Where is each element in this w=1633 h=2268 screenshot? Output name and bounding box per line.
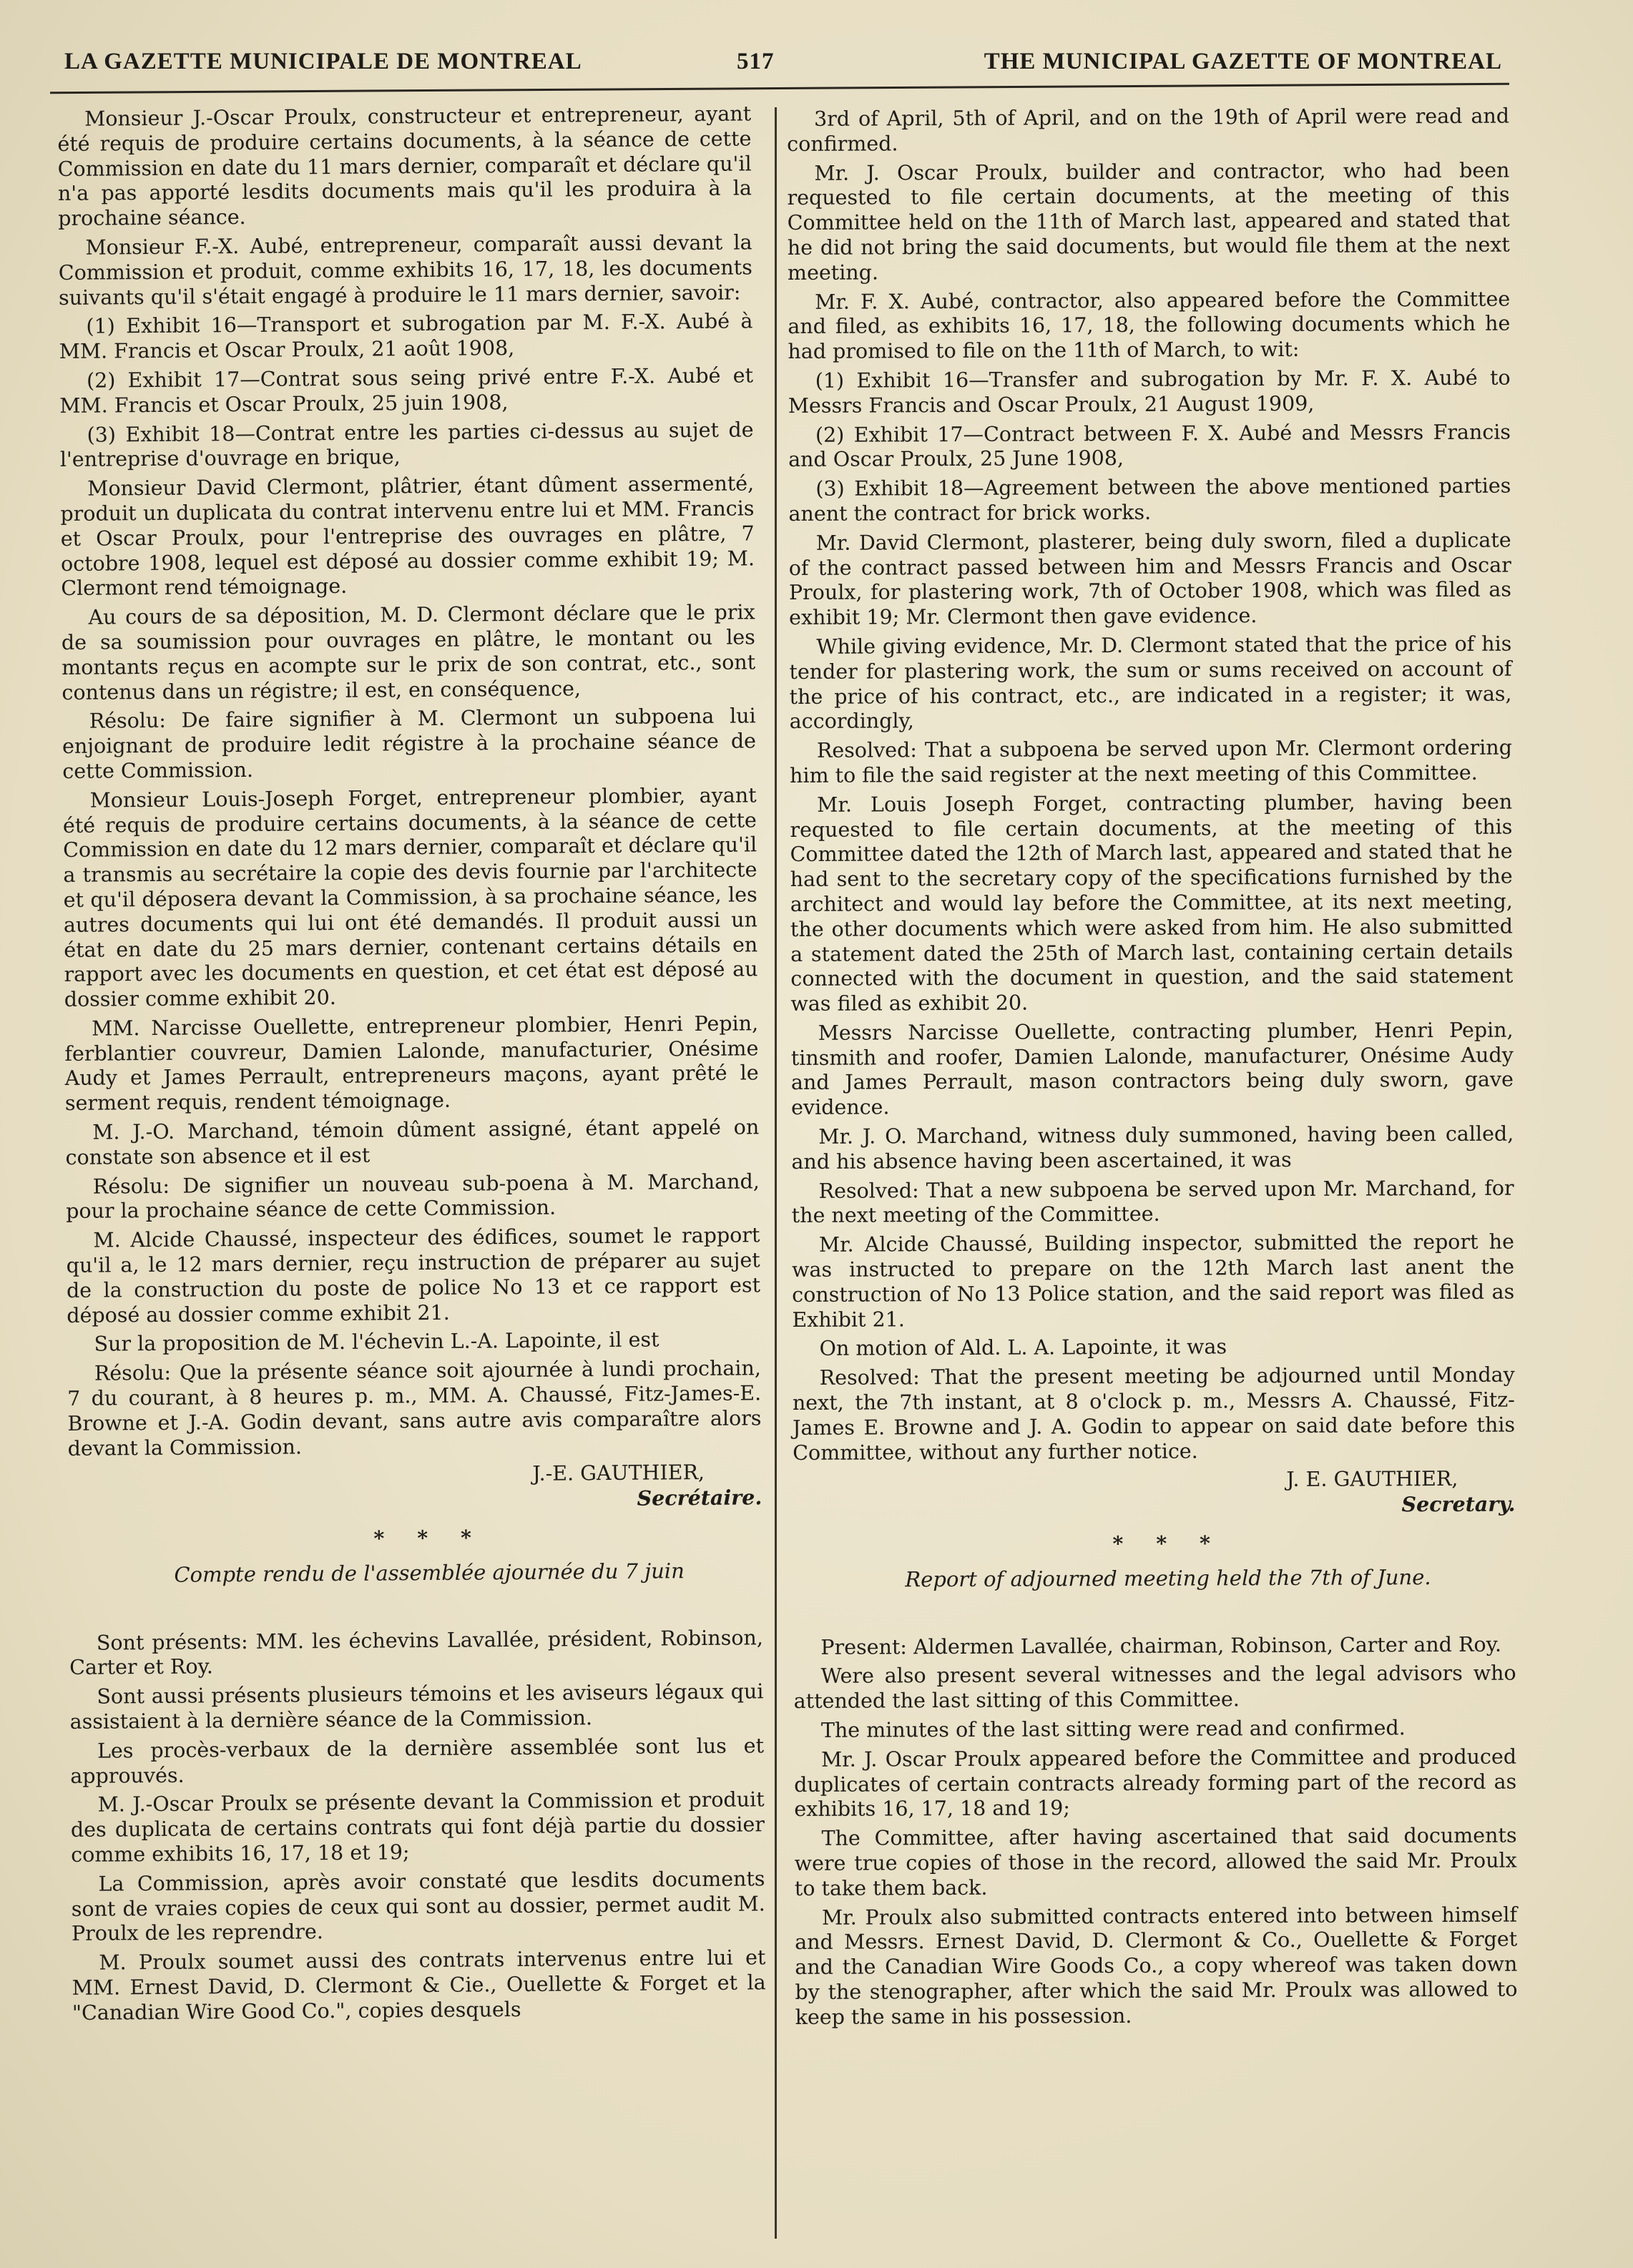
paragraph: Résolu: De signifier un nouveau sub-poena à M. Marchand, pour la prochaine séance de cette Commission. bbox=[65, 1169, 760, 1224]
paragraph: Mr. J. O. Marchand, witness duly summoned, having been called, and his absence having been ascertained, it was bbox=[791, 1121, 1514, 1174]
header-english-title: THE MUNICIPAL GAZETTE OF MONTREAL bbox=[984, 49, 1502, 74]
paragraph: Resolved: That a subpoena be served upon Mr. Clermont ordering him to file the said register at the next meeting of this Committee. bbox=[790, 735, 1512, 787]
paragraph: Monsieur David Clermont, plâtrier, étant dûment assermenté, produit un duplicata du contrat intervenu entre lui et MM. Francis et Oscar Proulx, pour l'entreprise des ouvrages en plâtre, 7 octobre 1908, lequel est déposé au dossier comme exhibit 19; M. Clermont rend témoignage. bbox=[60, 471, 755, 601]
section-separator: * * * bbox=[373, 1525, 485, 1551]
paragraph: On motion of Ald. L. A. Lapointe, it was bbox=[819, 1335, 1227, 1361]
section-subheading: Report of adjourned meeting held the 7th of June. bbox=[905, 1564, 1431, 1592]
french-column bbox=[57, 102, 766, 2030]
paragraph: Mr. Louis Joseph Forget, contracting plumber, having been requested to file certain documents, at the meeting of this Committee dated the 12th of March last, appeared and stated that he had sent to the secretary copy of the specifications furnished by the architect and would lay before the Committee, at its next meeting, the other documents which were asked from him. He also submitted a statement dated the 25th of March last, containing certain details connected with the document in question, and the said statement was filed as exhibit 20. bbox=[790, 790, 1514, 1016]
paragraph: (2) Exhibit 17—Contract between F. X. Aubé and Messrs Francis and Oscar Proulx, 25 June 1908, bbox=[788, 420, 1511, 472]
english-column bbox=[787, 104, 1518, 2035]
paragraph: Monsieur J.-Oscar Proulx, constructeur et entrepreneur, ayant été requis de produire certains documents, à la séance de cette Commission en date du 11 mars dernier, comparaît et déclare qu'il n'a pas apporté lesdits documents mais qu'il les produira à la prochaine séance. bbox=[57, 102, 752, 231]
paragraph: (3) Exhibit 18—Contrat entre les parties ci-dessus au sujet de l'entreprise d'ouvrage en brique, bbox=[59, 417, 754, 472]
paragraph: The Committee, after having ascertained that said documents were true copies of those in the record, allowed the said Mr. Proulx to take them back. bbox=[794, 1823, 1517, 1900]
paragraph: (1) Exhibit 16—Transport et subrogation par M. F.-X. Aubé à MM. Francis et Oscar Proulx, 21 août 1908, bbox=[59, 309, 753, 364]
paragraph: Monsieur Louis-Joseph Forget, entrepreneur plombier, ayant été requis de produire certains documents, à la séance de cette Commission en date du 12 mars dernier, comparaît et déclare qu'il a transmis au secrétaire la copie des devis fournie par l'architecte et qu'il déposera devant la Commission, à sa prochaine séance, les autres documents qui lui ont été demandés. Il produit aussi un état en date du 25 mars dernier, contenant certains détails en rapport avec les documents en question, et cet état est déposé au dossier comme exhibit 20. bbox=[62, 783, 758, 1012]
paragraph: The minutes of the last sitting were read and confirmed. bbox=[820, 1716, 1406, 1742]
paragraph: 3rd of April, 5th of April, and on the 19th of April were read and confirmed. bbox=[787, 104, 1510, 156]
paragraph: La Commission, après avoir constaté que lesdits documents sont de vraies copies de ceux qui sont au dossier, permet audit M. Proulx de les reprendre. bbox=[71, 1867, 765, 1946]
signature-role: Secretary. bbox=[1401, 1491, 1516, 1517]
paragraph: M. Alcide Chaussé, inspecteur des édifices, soumet le rapport qu'il a, le 12 mars dernier, reçu instruction de préparer au sujet de la construction du poste de police No 13 et ce rapport est déposé au dossier comme exhibit 21. bbox=[66, 1223, 761, 1327]
paragraph: Résolu: De faire signifier à M. Clermont un subpoena lui enjoignant de produire ledit régistre à la prochaine séance de cette Commission. bbox=[62, 704, 757, 783]
page-number: 517 bbox=[737, 49, 775, 74]
paragraph: M. J.-Oscar Proulx se présente devant la Commission et produit des duplicata de certains contrats qui font déjà partie du dossier comme exhibits 16, 17, 18 et 19; bbox=[70, 1787, 765, 1867]
paragraph: MM. Narcisse Ouellette, entrepreneur plombier, Henri Pepin, ferblantier couvreur, Damien Lalonde, manufacturier, Onésime Audy et James Perrault, entrepreneurs maçons, ayant prêté le serment requis, rendent témoignage. bbox=[64, 1011, 759, 1116]
paragraph: Resolved: That a new subpoena be served upon Mr. Marchand, for the next meeting of the Committee. bbox=[791, 1176, 1514, 1228]
column-divider bbox=[775, 107, 777, 2239]
paragraph: Mr. J. Oscar Proulx, builder and contractor, who had been requested to file certain documents, at the meeting of this Committee held on the 11th of March last, appeared and stated that he did not bring the said documents, but would file them at the next meeting. bbox=[787, 158, 1510, 285]
paragraph: Résolu: Que la présente séance soit ajournée à lundi prochain, 7 du courant, à 8 heures p. m., MM. A. Chaussé, Fitz-James-E. Browne et J.-A. Godin devant, sans autre avis comparaître alors devant la Commission. bbox=[67, 1356, 762, 1461]
paragraph: Present: Aldermen Lavallée, chairman, Robinson, Carter and Roy. bbox=[820, 1632, 1502, 1659]
paragraph: Mr. F. X. Aubé, contractor, also appeared before the Committee and filed, as exhibits 16, 17, 18, the following documents which he had promised to file on the 11th of March, to wit: bbox=[788, 287, 1511, 364]
paragraph: Sont aussi présents plusieurs témoins et les aviseurs légaux qui assistaient à la dernière séance de la Commission. bbox=[69, 1679, 764, 1734]
paragraph: Mr. David Clermont, plasterer, being duly sworn, filed a duplicate of the contract passed between him and Messrs Francis and Oscar Proulx, for plastering work, 7th of October 1908, which was filed as exhibit 19; Mr. Clermont then gave evidence. bbox=[788, 528, 1512, 630]
paragraph: While giving evidence, Mr. D. Clermont stated that the price of his tender for plastering work, the sum or sums received on account of the price of his contract, etc., are indicated in a register; it was, accordingly, bbox=[789, 632, 1512, 734]
paragraph: Mr. Proulx also submitted contracts entered into between himself and Messrs. Ernest David, D. Clermont & Co., Ouellette & Forget and the Canadian Wire Goods Co., a copy whereof was taken down by the stenographer, after which the said Mr. Proulx was allowed to keep the same in his possession. bbox=[795, 1903, 1518, 2029]
paragraph: Mr. J. Oscar Proulx appeared before the Committee and produced duplicates of certain contracts already forming part of the record as exhibits 16, 17, 18 and 19; bbox=[794, 1744, 1517, 1822]
header-french-title: LA GAZETTE MUNICIPALE DE MONTREAL bbox=[64, 49, 582, 74]
paragraph: Au cours de sa déposition, M. D. Clermont déclare que le prix de sa soumission pour ouvrages en plâtre, le montant ou les montants reçus en acompte sur le prix de son contrat, etc., sont contenus dans un régistre; il est, en conséquence, bbox=[61, 600, 756, 705]
paragraph: Sur la proposition de M. l'échevin L.-A. Lapointe, il est bbox=[94, 1327, 659, 1357]
paragraph: Les procès-verbaux de la dernière assemblée sont lus et approuvés. bbox=[70, 1734, 765, 1788]
paragraph: (2) Exhibit 17—Contrat sous seing privé entre F.-X. Aubé et MM. Francis et Oscar Proulx, 25 juin 1908, bbox=[59, 363, 754, 418]
signature: J.-E. GAUTHIER, bbox=[532, 1461, 705, 1486]
paragraph: M. J.-O. Marchand, témoin dûment assigné, étant appelé on constate son absence et il est bbox=[65, 1115, 760, 1169]
section-subheading: Compte rendu de l'assemblée ajournée du 7 juin bbox=[174, 1558, 685, 1587]
paragraph: Mr. Alcide Chaussé, Building inspector, submitted the report he was instructed to prepare on the 12th March last anent the construction of No 13 Police station, and the said report was filed as Exhibit 21. bbox=[792, 1229, 1515, 1332]
paragraph: (1) Exhibit 16—Transfer and subrogation by Mr. F. X. Aubé to Messrs Francis and Oscar Proulx, 21 August 1909, bbox=[788, 365, 1511, 418]
paragraph: M. Proulx soumet aussi des contrats intervenus entre lui et MM. Ernest David, D. Clermont & Cie., Ouellette & Forget et la "Canadian Wire Good Co.", copies desquels bbox=[72, 1945, 766, 2025]
paragraph: Messrs Narcisse Ouellette, contracting plumber, Henri Pepin, tinsmith and roofer, Damien Lalonde, manufacturer, Onésime Audy and James Perrault, mason contractors being duly sworn, gave evidence. bbox=[790, 1018, 1514, 1120]
paragraph: Monsieur F.-X. Aubé, entrepreneur, comparaît aussi devant la Commission et produit, comme exhibits 16, 17, 18, les documents suivants qu'il s'était engagé à produire le 11 mars dernier, savoir: bbox=[58, 230, 752, 310]
paragraph: Sont présents: MM. les échevins Lavallée, président, Robinson, Carter et Roy. bbox=[69, 1625, 763, 1680]
signature-role: Secrétaire. bbox=[637, 1485, 762, 1511]
signature: J. E. GAUTHIER, bbox=[1286, 1467, 1458, 1492]
paragraph: Were also present several witnesses and the legal advisors who attended the last sitting of this Committee. bbox=[793, 1661, 1516, 1714]
paragraph: Resolved: That the present meeting be adjourned until Monday next, the 7th instant, at 8 o'clock p. m., Messrs A. Chaussé, Fitz-James E. Browne and J. A. Godin to appear on said date before this Committee, without any further notice. bbox=[792, 1363, 1516, 1465]
section-separator: * * * bbox=[1112, 1531, 1224, 1556]
paragraph: (3) Exhibit 18—Agreement between the above mentioned parties anent the contract for brick works. bbox=[788, 473, 1511, 526]
